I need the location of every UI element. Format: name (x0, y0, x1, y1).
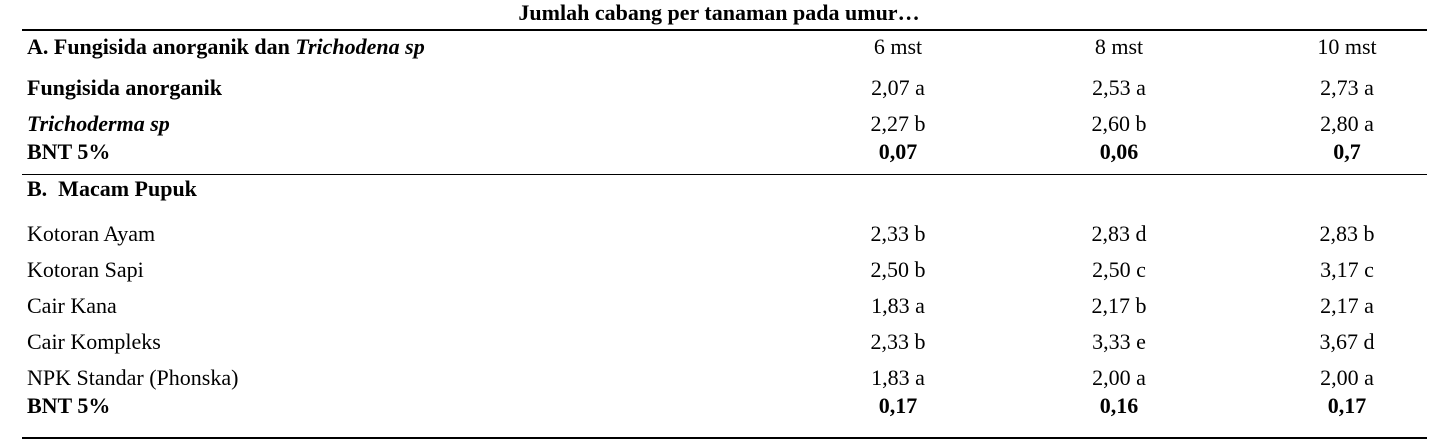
column-header-6-mst: 6 mst (873, 34, 923, 59)
cell-value: 1,83 a (871, 365, 925, 390)
cell-value: 2,50 c (1092, 257, 1146, 282)
section-b-header-row (27, 168, 1427, 209)
cell-value: 2,00 a (1092, 365, 1146, 390)
cell-value: 2,50 b (870, 257, 926, 282)
section-a-title-italic: Trichodena sp (295, 34, 425, 59)
cell-value: 2,17 b (1091, 293, 1147, 318)
bnt-value: 0,07 (878, 138, 918, 164)
bnt-value: 0,06 (1099, 138, 1139, 164)
row-label: Kotoran Ayam (27, 221, 156, 246)
table-row (27, 209, 1427, 245)
cell-value: 2,17 a (1320, 293, 1374, 318)
cell-value: 2,53 a (1092, 75, 1146, 100)
cell-value: 3,17 c (1320, 257, 1374, 282)
table-caption: Jumlah cabang per tanaman pada umur… (518, 0, 920, 25)
bnt-value: 0,17 (1327, 392, 1367, 418)
cell-value: 2,33 b (870, 221, 926, 246)
row-label: Cair Kompleks (27, 329, 161, 354)
cell-value: 2,00 a (1320, 365, 1374, 390)
data-table (27, 31, 1427, 422)
row-label: Fungisida anorganik (27, 75, 223, 100)
row-label: Cair Kana (27, 293, 117, 318)
cell-value: 3,33 e (1092, 329, 1146, 354)
section-a-title-prefix: A. Fungisida anorganik dan (27, 34, 296, 59)
cell-value: 2,07 a (871, 75, 925, 100)
bnt-value: 0,17 (878, 392, 918, 418)
cell-value: 2,33 b (870, 329, 926, 354)
column-header-10-mst: 10 mst (1317, 34, 1377, 59)
bnt-value: 0,7 (1333, 138, 1361, 164)
cell-value: 2,83 b (1319, 221, 1375, 246)
cell-value: 2,83 d (1091, 221, 1147, 246)
cell-value: 2,27 b (870, 111, 926, 136)
table-row (27, 245, 1427, 281)
cell-value: 2,73 a (1320, 75, 1374, 100)
table-row (27, 63, 1427, 99)
section-a-header-row (27, 31, 1427, 63)
column-header-8-mst: 8 mst (1094, 34, 1144, 59)
bnt-label: BNT 5% (27, 138, 111, 164)
bnt-row-b (27, 389, 1427, 422)
cell-value: 2,60 b (1091, 111, 1147, 136)
bnt-row-a (27, 135, 1427, 168)
cell-value: 2,80 a (1320, 111, 1374, 136)
table-row (27, 99, 1427, 135)
bnt-value: 0,16 (1099, 392, 1139, 418)
table-row (27, 281, 1427, 317)
row-label: NPK Standar (Phonska) (27, 365, 239, 390)
table-row (27, 353, 1427, 389)
row-label: Kotoran Sapi (27, 257, 144, 282)
cell-value: 1,83 a (871, 293, 925, 318)
section-a-title (27, 31, 777, 63)
section-b-title: B. Macam Pupuk (27, 175, 197, 201)
row-label: Trichoderma sp (27, 111, 170, 136)
bottom-rule (22, 437, 1427, 439)
table-row (27, 317, 1427, 353)
cell-value: 3,67 d (1319, 329, 1375, 354)
bnt-label: BNT 5% (27, 392, 111, 418)
